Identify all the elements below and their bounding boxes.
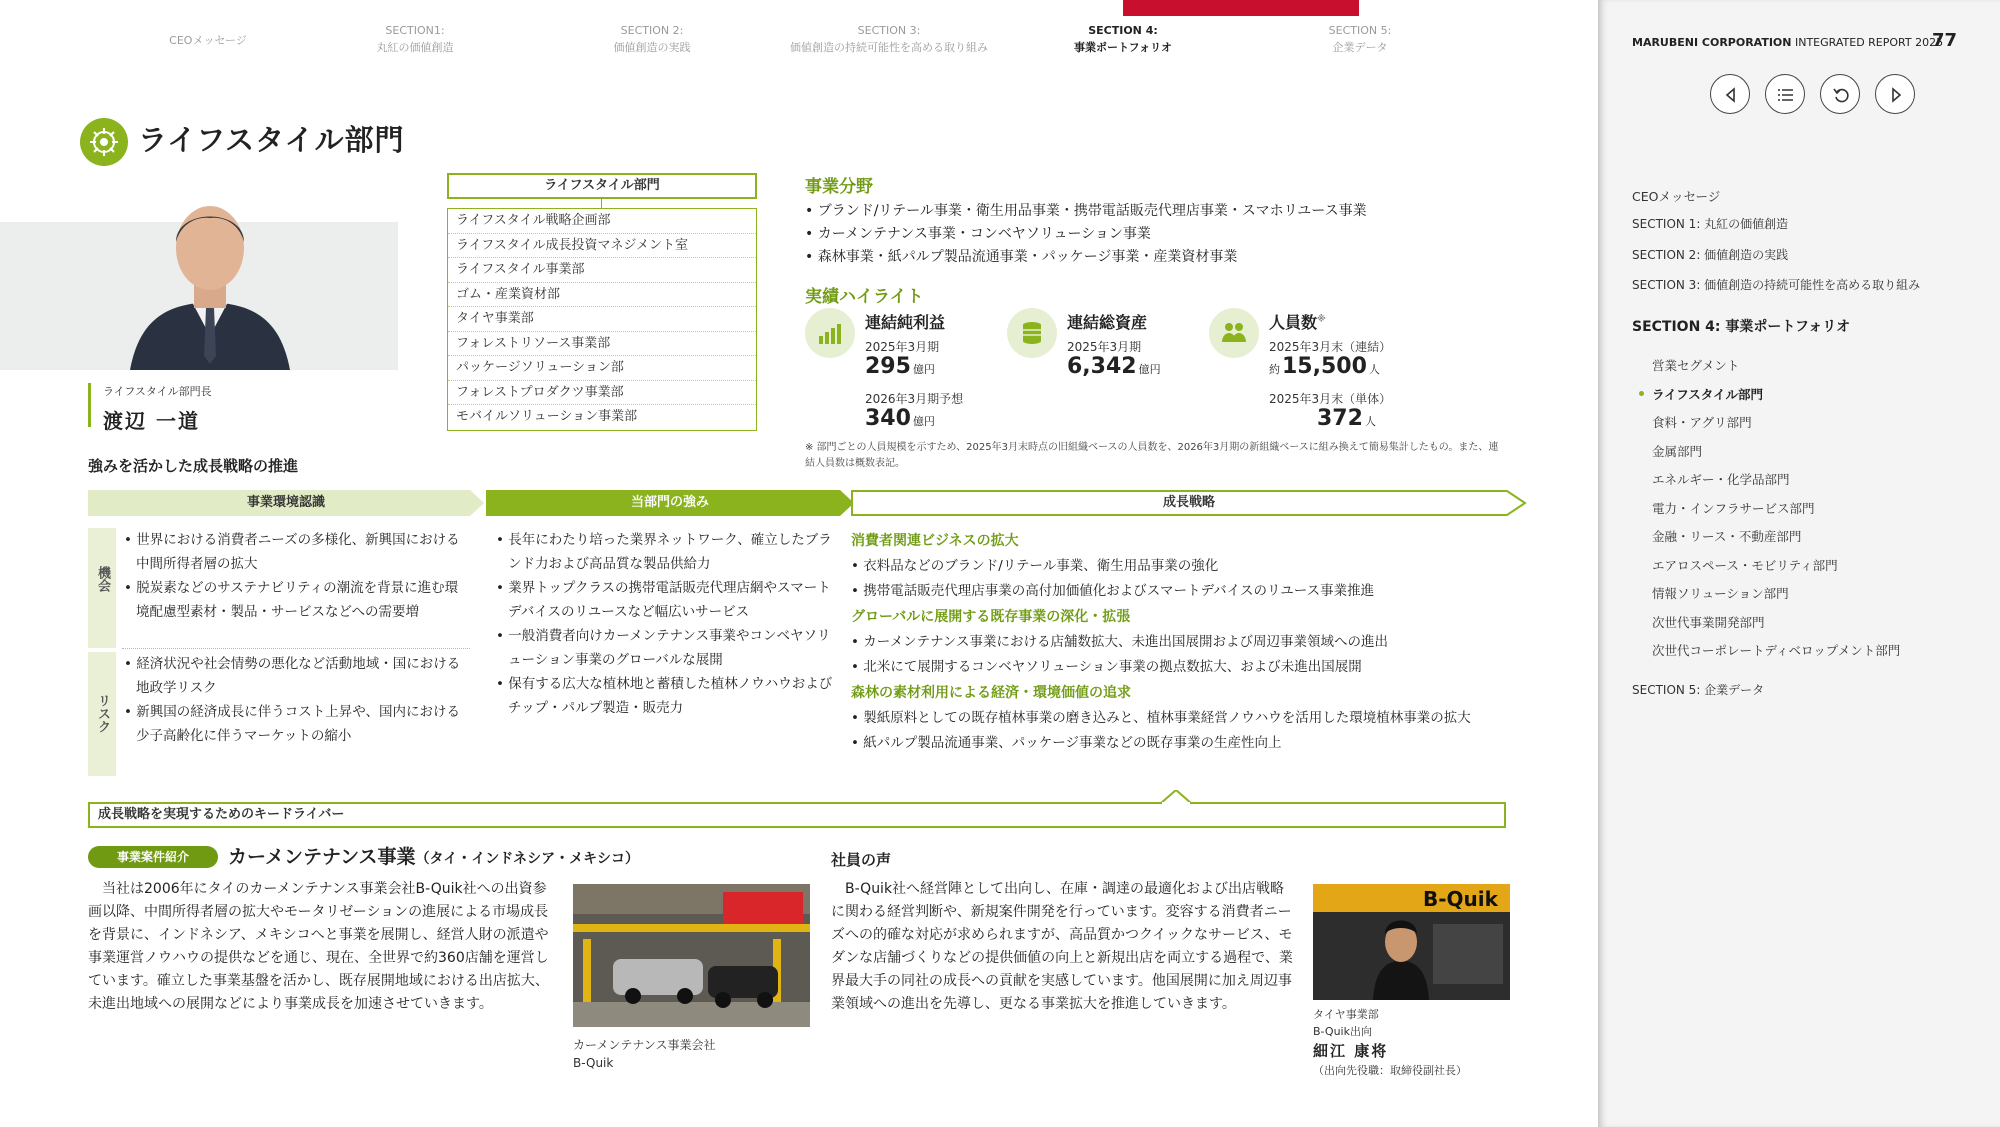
opportunity-label-text: 機会 — [95, 566, 110, 592]
report-brand — [1632, 36, 1943, 49]
nav-label: 丸紅の価値創造 — [376, 41, 454, 54]
section-nav — [90, 0, 1470, 70]
toc-item-current[interactable]: ライフスタイル部門 — [1652, 387, 1764, 402]
case-pill: 事業案件紹介 — [88, 846, 218, 868]
kpi-label-text: 人員数 — [1269, 313, 1318, 332]
forward-button[interactable] — [1875, 74, 1915, 114]
band-business-environment — [88, 490, 484, 516]
growth-item: • カーメンテナンス事業における店舗数拡大、未進出国展開および周辺事業領域への進出 — [851, 634, 1388, 650]
toc-item[interactable]: 金属部門 — [1652, 444, 1703, 459]
org-unit: モバイルソリューション事業部 — [456, 409, 638, 424]
growth-subheading: 消費者関連ビジネスの拡大 — [851, 533, 1019, 549]
risk-label-text: リスク — [95, 694, 110, 733]
nav-section5[interactable] — [1242, 22, 1478, 56]
toc-item[interactable]: エアロスペース・モビリティ部門 — [1652, 558, 1838, 573]
growth-item: • 衣料品などのブランド/リテール事業、衛生用品事業の強化 — [851, 558, 1219, 574]
return-icon — [1832, 86, 1850, 104]
photo-caption-line: B-Quik — [573, 1056, 614, 1070]
back-icon — [1722, 86, 1740, 104]
nav-ceo[interactable] — [90, 32, 326, 49]
org-chart-head: ライフスタイル部門 — [447, 173, 757, 199]
bar-chart-icon — [805, 308, 855, 358]
kpi-number: 6,342 — [1067, 354, 1137, 379]
coin-stack-icon — [1007, 308, 1057, 358]
employee-voice-heading: 社員の声 — [831, 851, 892, 869]
toc-item[interactable]: 情報ソリューション部門 — [1652, 586, 1789, 601]
nav-section1[interactable] — [297, 22, 533, 56]
page-number: 77 — [1932, 30, 1958, 51]
brand-report: INTEGRATED REPORT 2025 — [1794, 36, 1944, 49]
nav-section2[interactable] — [534, 22, 770, 56]
forward-icon — [1887, 86, 1905, 104]
band-label: 当部門の強み — [630, 495, 709, 510]
lifestyle-icon — [80, 118, 128, 166]
results-heading: 実績ハイライト — [805, 287, 924, 307]
nav-section-number: SECTION1: — [385, 24, 445, 37]
kpi-value — [1067, 354, 1161, 379]
toc-item[interactable]: 営業セグメント — [1652, 358, 1740, 373]
menu-button[interactable] — [1765, 74, 1805, 114]
executive-role: ライフスタイル部門長 — [103, 385, 212, 398]
kpi-prefix: 約 — [1269, 363, 1280, 376]
employee-photo — [1313, 884, 1510, 1000]
employee-name: 細江 康将 — [1313, 1042, 1389, 1060]
growth-strategy-list — [851, 528, 1521, 756]
toc-ceo[interactable]: CEOメッセージ — [1632, 189, 1721, 204]
kpi-number: 340 — [865, 406, 911, 431]
nav-active-indicator — [1123, 0, 1359, 16]
back-button[interactable] — [1710, 74, 1750, 114]
nav-section3[interactable] — [749, 22, 1029, 56]
growth-subheading: グローバルに展開する既存事業の深化・拡張 — [851, 609, 1131, 625]
kpi-note-mark: ※ — [1317, 314, 1326, 325]
risk-label — [88, 652, 116, 776]
org-unit: フォレストリソース事業部 — [448, 332, 756, 357]
kpi-period: 2025年3月期 — [865, 340, 940, 354]
business-fields-list — [805, 200, 1425, 269]
car-maintenance-photo — [573, 884, 810, 1027]
risks-list — [122, 652, 470, 748]
kpi-period: 2025年3月末（連結） — [1269, 340, 1392, 354]
risk-item: • 経済状況や社会情勢の悪化など活動地域・国における地政学リスク — [124, 656, 461, 696]
sign-text: B-Quik — [1423, 887, 1498, 911]
toc-section2[interactable]: SECTION 2: 価値創造の実践 — [1632, 248, 1789, 262]
kpi-label — [1269, 310, 1326, 333]
nav-section4[interactable] — [1005, 22, 1241, 56]
opportunity-label — [88, 528, 116, 648]
kpi-period: 2026年3月期予想 — [865, 392, 964, 406]
photo-caption — [573, 1036, 715, 1072]
kpi-label: 連結総資産 — [1067, 313, 1148, 332]
menu-icon — [1777, 86, 1795, 104]
nav-section-number: SECTION 5: — [1328, 24, 1392, 37]
toc-section3[interactable]: SECTION 3: 価値創造の持続可能性を高める取り組み — [1632, 278, 1921, 292]
org-unit: パッケージソリューション部 — [448, 356, 756, 381]
nav-section-number: SECTION 2: — [620, 24, 684, 37]
employee-dept: タイヤ事業部 — [1313, 1008, 1379, 1021]
org-unit: ライフスタイル戦略企画部 — [448, 209, 756, 234]
org-connector — [601, 199, 602, 208]
business-field-item: • ブランド/リテール事業・衛生用品事業・携帯電話販売代理店事業・スマホリユース事業 — [805, 203, 1367, 219]
toc-section4[interactable]: SECTION 4: 事業ポートフォリオ — [1632, 319, 1851, 335]
business-fields-heading: 事業分野 — [805, 177, 873, 197]
nav-label: 事業ポートフォリオ — [1073, 41, 1172, 54]
nav-section-number: SECTION 3: — [857, 24, 921, 37]
strength-item: • 一般消費者向けカーメンテナンス事業やコンベヤソリューション事業のグローバルな展開 — [496, 628, 831, 668]
footnote: ※ 部門ごとの人員規模を示すため、2025年3月末時点の旧組織ベースの人員数を、2026年3月期の新組織ベースに組み換えて簡易集計したもの。また、連結人員数は概数表記。 — [805, 442, 1499, 469]
kpi-period: 2025年3月期 — [1067, 340, 1142, 354]
strength-item: • 業界トップクラスの携帯電話販売代理店網やスマートデバイスのリユースなど幅広いサービス — [496, 580, 831, 620]
org-unit: フォレストプロダクツ事業部 — [448, 381, 756, 406]
growth-item: • 製紙原料としての既存植林事業の磨き込みと、植林事業経営ノウハウを活用した環境植林事業の拡大 — [851, 710, 1471, 726]
key-drivers-bar: 成長戦略を実現するためのキードライバー — [88, 802, 1506, 828]
key-drivers-notch — [1160, 790, 1192, 804]
toc-item[interactable]: 次世代事業開発部門 — [1652, 615, 1765, 630]
opportunities-list — [122, 528, 470, 624]
toc-section1[interactable]: SECTION 1: 丸紅の価値創造 — [1632, 217, 1789, 231]
people-icon — [1209, 308, 1259, 358]
case-title-text: カーメンテナンス事業 — [228, 846, 416, 868]
org-unit: ライフスタイル成長投資マネジメント室 — [448, 234, 756, 259]
photo-caption-line: カーメンテナンス事業会社 — [573, 1038, 716, 1052]
org-chart — [447, 173, 757, 431]
toc-item[interactable]: 電力・インフラサービス部門 — [1652, 501, 1815, 516]
growth-item: • 紙パルプ製品流通事業、パッケージ事業などの既存事業の生産性向上 — [851, 735, 1282, 751]
case-title — [228, 842, 639, 869]
strength-item: • 保有する広大な植林地と蓄積した植林ノウハウおよびチップ・パルプ製造・販売力 — [496, 676, 833, 716]
org-unit: ゴム・産業資材部 — [448, 283, 756, 308]
strategy-heading: 強みを活かした成長戦略の推進 — [88, 457, 299, 475]
growth-item: • 携帯電話販売代理店事業の高付加価値化およびスマートデバイスのリユース事業推進 — [851, 583, 1375, 599]
employee-caption — [1313, 1006, 1467, 1079]
brand-company: MARUBENI CORPORATION — [1632, 36, 1792, 49]
case-subtitle: （タイ・インドネシア・メキシコ） — [415, 851, 639, 867]
opportunity-item: • 脱炭素などのサステナビリティの潮流を背景に進む環境配慮型素材・製品・サービスなどへの需要増 — [124, 580, 459, 620]
kpi-value — [1317, 406, 1376, 431]
growth-subheading: 森林の素材利用による経済・環境価値の追求 — [851, 685, 1131, 701]
growth-item: • 北米にて展開するコンベヤソリューション事業の拠点数拡大、および未進出国展開 — [851, 659, 1362, 675]
kpi-unit: 億円 — [912, 363, 935, 376]
band-strengths — [486, 490, 854, 516]
org-unit: タイヤ事業部 — [448, 307, 756, 332]
strength-item: • 長年にわたり培った業界ネットワーク、確立したブランド力および高品質な製品供給力 — [496, 532, 832, 572]
toc-item[interactable]: エネルギー・化学品部門 — [1652, 472, 1790, 487]
business-field-item: • 森林事業・紙パルプ製品流通事業・パッケージ事業・産業資材事業 — [805, 249, 1238, 265]
nav-section-number: SECTION 4: — [1088, 24, 1158, 37]
kpi-unit: 人 — [1368, 363, 1380, 376]
band-growth-strategy — [851, 490, 1527, 516]
kpi-number: 295 — [865, 354, 911, 379]
kpi-number: 372 — [1317, 406, 1363, 431]
kpi-value — [865, 406, 935, 431]
case-body: 当社は2006年にタイのカーメンテナンス事業会社B-Quik社への出資参画以降、中間所得者層の拡大やモータリゼーションの進展による市場成長を背景に、インドネシア、メキシコへと事業を展開し、経営人財の派遣や事業運営ノウハウの提供などを通じ、現在、全世界で約360店舗を運営しています。確立した事業基盤を活かし、既存展開地域における出店拡大、未進出地域への展開などにより事業成長を加速させていきます。 — [88, 881, 549, 1012]
band-label: 成長戦略 — [1162, 495, 1215, 510]
nav-label: 価値創造の実践 — [613, 41, 691, 54]
kpi-value — [1269, 354, 1380, 379]
page-title: ライフスタイル部門 — [138, 123, 405, 157]
kpi-label: 連結純利益 — [865, 313, 946, 332]
risk-item: • 新興国の経済成長に伴うコスト上昇や、国内における少子高齢化に伴うマーケットの縮小 — [124, 704, 460, 744]
kpi-unit: 人 — [1364, 415, 1376, 428]
toc-item[interactable]: 金融・リース・不動産部門 — [1652, 529, 1802, 544]
nav-label: 価値創造の持続可能性を高める取り組み — [790, 41, 988, 54]
nav-label: 企業データ — [1332, 41, 1388, 54]
executive-name: 渡辺 一道 — [103, 409, 200, 433]
current-page-dot — [1639, 391, 1644, 396]
opportunity-item: • 世界における消費者ニーズの多様化、新興国における中間所得者層の拡大 — [124, 532, 460, 572]
org-unit: ライフスタイル事業部 — [448, 258, 756, 283]
executive-portrait — [120, 186, 300, 370]
executive-label — [88, 383, 212, 433]
return-button[interactable] — [1820, 74, 1860, 114]
kpi-period: 2025年3月末（単体） — [1269, 392, 1392, 406]
nav-label: CEOメッセージ — [169, 34, 247, 47]
toc-item[interactable]: 次世代コーポレートディベロップメント部門 — [1652, 643, 1901, 658]
employee-position: （出向先役職：取締役副社長） — [1313, 1064, 1467, 1077]
toc-item[interactable]: 食料・アグリ部門 — [1652, 415, 1752, 430]
kpi-number: 15,500 — [1282, 354, 1367, 379]
kpi-unit: 億円 — [1138, 363, 1161, 376]
org-unit-list — [447, 208, 757, 431]
kpi-value — [865, 354, 935, 379]
business-field-item: • カーメンテナンス事業・コンベヤソリューション事業 — [805, 226, 1151, 242]
strengths-list — [494, 528, 838, 720]
toc-section5[interactable]: SECTION 5: 企業データ — [1632, 683, 1765, 697]
kpi-unit: 億円 — [912, 415, 935, 428]
band-label: 事業環境認識 — [246, 495, 325, 510]
employee-voice-body: B-Quik社へ経営陣として出向し、在庫・調達の最適化および出店戦略に関わる経営判断や、新規案件開発を行っています。変容する消費者ニーズへの的確な対応が求められますが、高品質かつクイックなサービス、モダンな店舗づくりなどの提供価値の向上と新規出店を両立する過程で、業界最大手の同社の成長への貢献を実感しています。他国展開に加え周辺事業領域への進出を先導し、更なる事業拡大を推進していきます。 — [831, 881, 1293, 1012]
divider — [122, 648, 470, 649]
employee-secondment: B-Quik出向 — [1313, 1025, 1372, 1038]
